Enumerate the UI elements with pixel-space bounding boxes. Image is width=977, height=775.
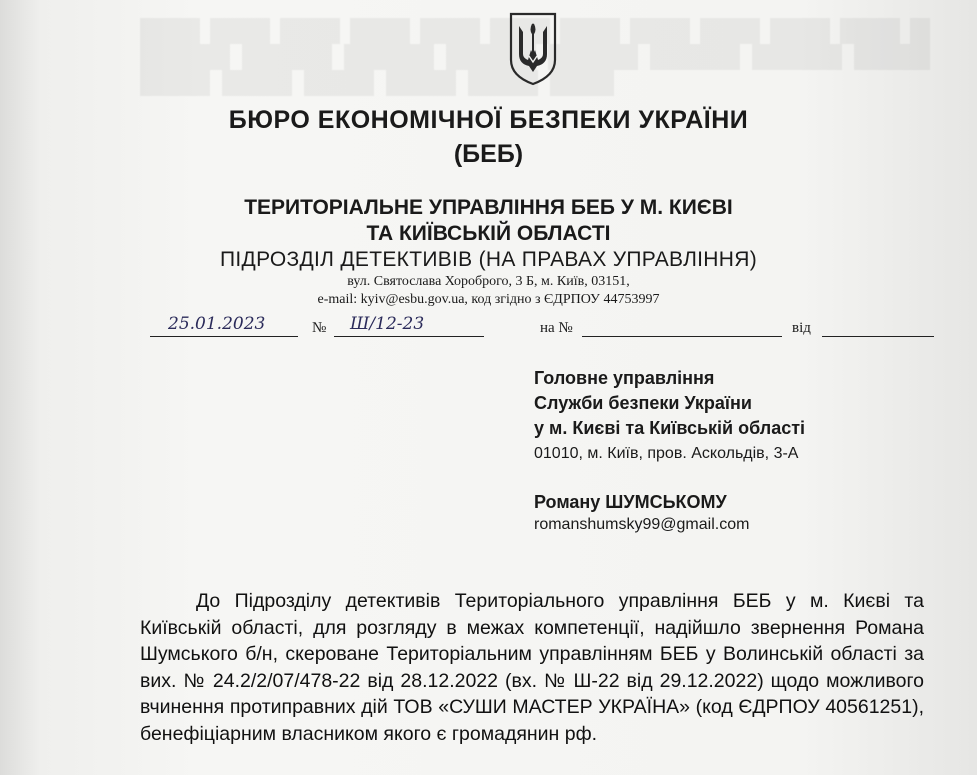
from-label: від [792,320,811,336]
outgoing-number: Ш/12-23 [350,314,425,334]
office-address: вул. Святослава Хороброго, 3 Б, м. Київ, 03151, [347,274,630,289]
territorial-office-line2: ТА КИЇВСЬКІЙ ОБЛАСТІ [366,222,611,245]
recipient-address: 01010, м. Київ, пров. Аскольдів, 3-А [534,445,799,462]
recipient-line3: у м. Києві та Київській області [534,418,806,438]
number-label: № [312,320,327,336]
addressee-email: romanshumsky99@gmail.com [534,516,750,533]
letter-body-paragraph: До Підрозділу детективів Територіального управління БЕБ у м. Києві та Київській області, для розгляду в межах компетенції, надійшло звернення Романа Шумського б/н, скероване Територіальним управлінням БЕБ у Волинській області за вих. № 24.2/2/07/478-22 від 28.12.2022 (вх. № Ш-22 від 29.12.2022) щодо можливого вчинення протиправних дій ТОВ «СУШИ МАСТЕР УКРАЇНА» (код ЄДРПОУ 40561251), бенефіціарним власником якого є громадянин рф. [140,590,924,745]
addressee-name: Роману ШУМСЬКОМУ [534,492,727,512]
org-abbreviation: (БЕБ) [453,140,524,168]
outgoing-date: 25.01.2023 [168,314,266,334]
addressee-block [534,490,749,536]
territorial-office-line1: ТЕРИТОРІАЛЬНЕ УПРАВЛІННЯ БЕБ У М. КИЄВІ [244,196,733,219]
reply-to-label: на № [540,320,573,336]
recipient-line2: Служби безпеки України [534,393,752,413]
reply-date-line [822,318,934,337]
recipient-line1: Головне управління [534,368,715,388]
reply-number-line [582,318,782,337]
unit-name: ПІДРОЗДІЛ ДЕТЕКТИВІВ (НА ПРАВАХ УПРАВЛІННЯ) [220,248,757,271]
trident-coat-of-arms-icon [507,10,559,86]
recipient-block [534,366,805,465]
office-contact: e-mail: kyiv@esbu.gov.ua, код згідно з ЄДРПОУ 44753997 [317,292,660,307]
registration-row [150,314,940,342]
org-name: БЮРО ЕКОНОМІЧНОЇ БЕЗПЕКИ УКРАЇНИ [228,106,749,134]
